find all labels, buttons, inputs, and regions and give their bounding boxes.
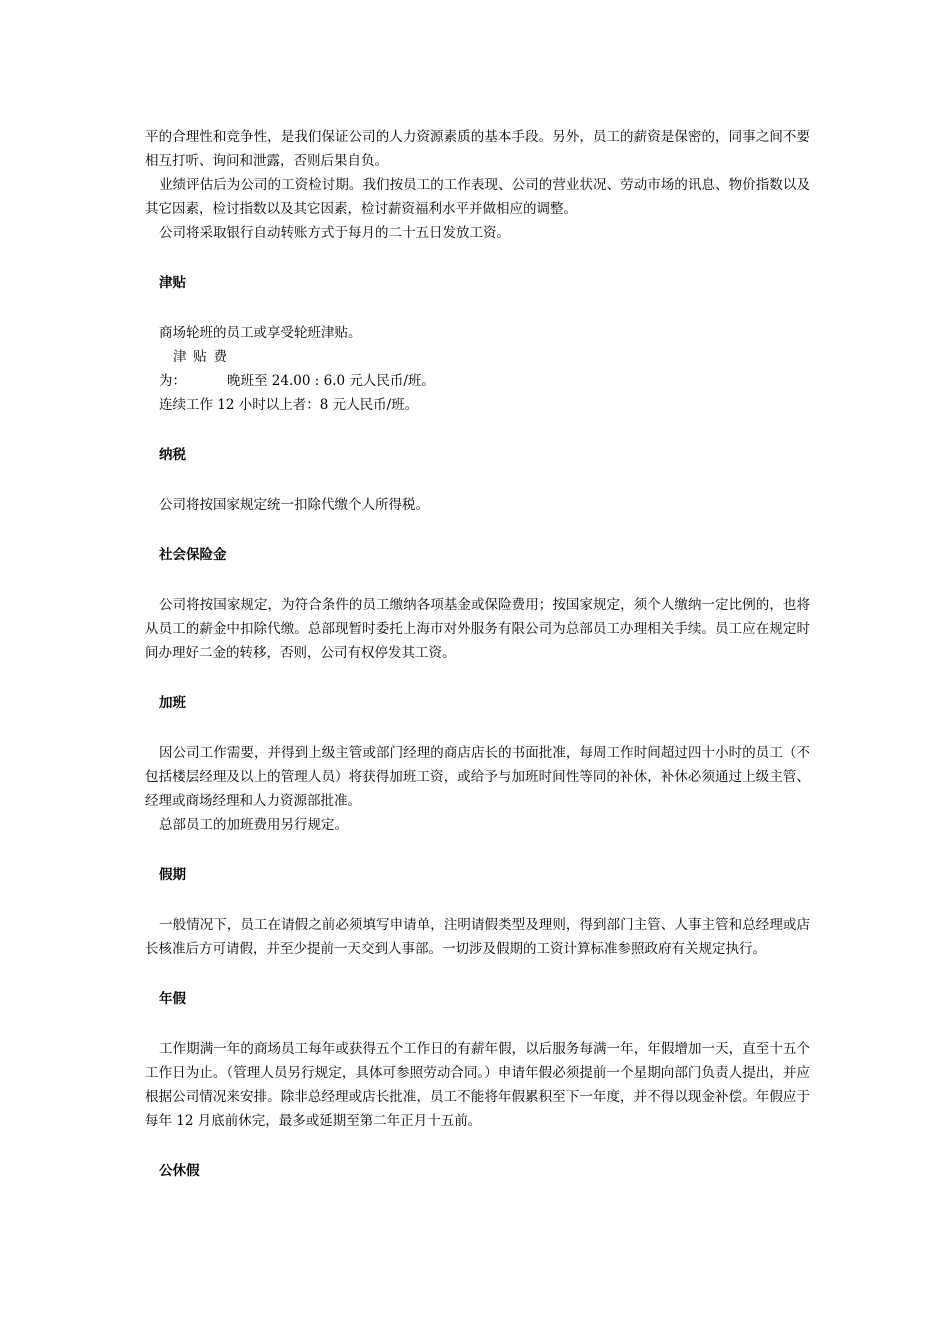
section-heading-allowance: 津贴 — [159, 275, 186, 291]
section-heading-tax: 纳税 — [159, 447, 186, 463]
overtime-paragraph-1: 因公司工作需要，并得到上级主管或部门经理的商店店长的书面批准，每周工作时间超过四十小时的员工（不包括楼层经理及以上的管理人员）将获得加班工资，或给予与加班时间性等同的补休，补休必须通过上级主管、经理或商场经理和人力资源部批准。 — [145, 745, 810, 809]
spacer — [145, 467, 810, 493]
spacer — [145, 961, 810, 987]
insurance-paragraph-1: 公司将按国家规定，为符合条件的员工缴纳各项基金或保险费用；按国家规定，须个人缴纳一定比例的，也将从员工的薪金中扣除代缴。总部现暂时委托上海市对外服务有限公司为总部员工办理相关手续。员工应在规定时间办理好二金的转移，否则，公司有权停发其工资。 — [145, 597, 810, 661]
annual-leave-paragraph-1: 工作期满一年的商场员工每年或获得五个工作日的有薪年假，以后服务每满一年，年假增加一天，直至十五个工作日为止。（管理人员另行规定，具体可参照劳动合同。）申请年假必须提前一个星期向部门负责人提出，并应根据公司情况来安排。除非总经理或店长批准，员工不能将年假累积至下一年度，并不得以现金补偿。年假应于每年 12 月底前休完，最多或延期至第二年正月十五前。 — [145, 1041, 810, 1129]
spacer — [145, 837, 810, 863]
section-heading-annual-leave: 年假 — [159, 991, 186, 1007]
spacer — [145, 1133, 810, 1159]
spacer — [145, 567, 810, 593]
allowance-paragraph-1: 商场轮班的员工或享受轮班津贴。 — [159, 325, 362, 341]
spacer — [145, 417, 810, 443]
spacer — [145, 715, 810, 741]
salary-paragraph-1: 平的合理性和竞争性，是我们保证公司的人力资源素质的基本手段。另外，员工的薪资是保密的，同事之间不要相互打听、询问和泄露，否则后果自负。 — [145, 129, 810, 169]
allowance-paragraph-2 — [145, 345, 810, 393]
salary-paragraph-3: 公司将采取银行自动转账方式于每月的二十五日发放工资。 — [159, 225, 510, 241]
document-body — [145, 125, 810, 1183]
spacer — [145, 245, 810, 271]
salary-paragraph-2: 业绩评估后为公司的工资检讨期。我们按员工的工作表现、公司的营业状况、劳动市场的讯息、物价指数以及其它因素，检讨指数以及其它因素，检讨薪资福利水平并做相应的调整。 — [145, 177, 810, 217]
leave-paragraph-1: 一般情况下，员工在请假之前必须填写申请单，注明请假类型及理则，得到部门主管、人事主管和总经理或店长核准后方可请假，并至少提前一天交到人事部。一切涉及假期的工资计算标准参照政府有关规定执行。 — [145, 917, 810, 957]
spacer — [145, 295, 810, 321]
spacer — [145, 517, 810, 543]
spacer — [145, 665, 810, 691]
section-heading-overtime: 加班 — [159, 695, 186, 711]
overtime-paragraph-2: 总部员工的加班费用另行规定。 — [159, 817, 348, 833]
spacer — [145, 1011, 810, 1037]
allowance-value: 晚班至 24.00 : 6.0 元人民币/班。 — [227, 373, 435, 389]
tax-paragraph-1: 公司将按国家规定统一扣除代缴个人所得税。 — [159, 497, 429, 513]
allowance-label: 津贴费为： — [159, 349, 227, 389]
section-heading-leave: 假期 — [159, 867, 186, 883]
allowance-paragraph-3: 连续工作 12 小时以上者：8 元人民币/班。 — [159, 397, 419, 413]
section-heading-public-holiday: 公休假 — [159, 1163, 200, 1179]
spacer — [145, 887, 810, 913]
section-heading-insurance: 社会保险金 — [159, 547, 227, 563]
